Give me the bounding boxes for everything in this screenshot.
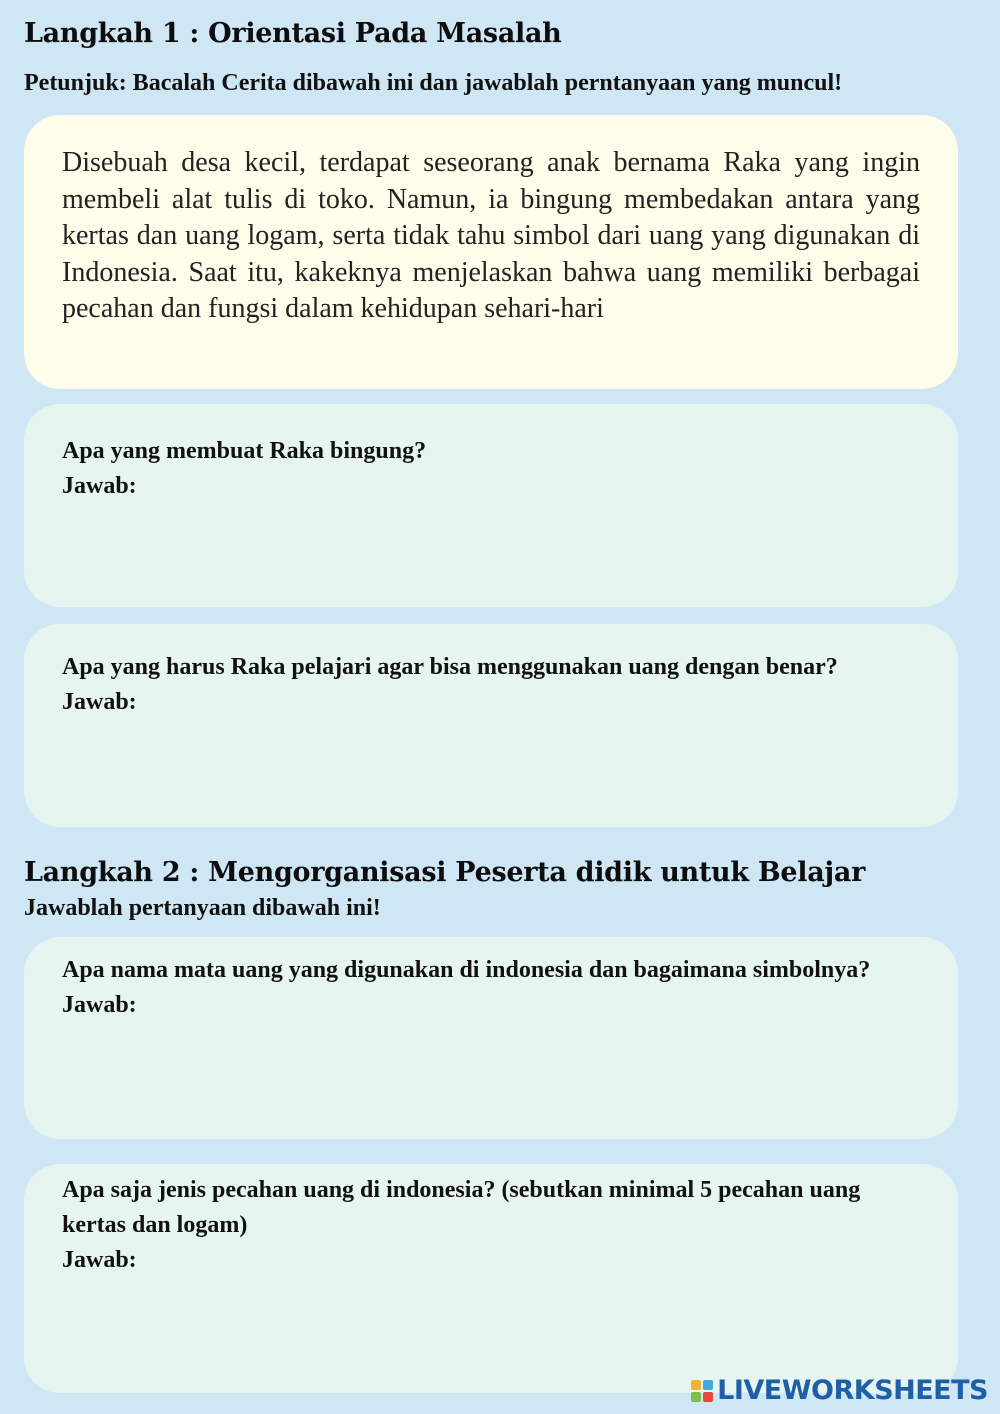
answer-label: Jawab:	[62, 1247, 137, 1273]
step1-title: Langkah 1 : Orientasi Pada Masalah	[24, 18, 562, 49]
question-card	[24, 937, 958, 1139]
step1-instruction: Petunjuk: Bacalah Cerita dibawah ini dan jawablah perntanyaan yang muncul!	[24, 70, 843, 96]
logo-square	[691, 1392, 701, 1402]
question-text: Apa yang harus Raka pelajari agar bisa menggunakan uang dengan benar?	[62, 654, 838, 680]
step2-title: Langkah 2 : Mengorganisasi Peserta didik untuk Belajar	[24, 857, 866, 888]
answer-label: Jawab:	[62, 992, 137, 1018]
question-text: Apa saja jenis pecahan uang di indonesia? (sebutkan minimal 5 pecahan uang kertas dan logam)	[62, 1177, 861, 1238]
story-card	[24, 115, 958, 389]
liveworksheets-brand	[691, 1375, 988, 1406]
logo-square	[703, 1392, 713, 1402]
answer-label: Jawab:	[62, 689, 137, 715]
brand-name: LIVEWORKSHEETS	[717, 1375, 988, 1406]
question-text: Apa yang membuat Raka bingung?	[62, 438, 427, 464]
step2-instruction: Jawablah pertanyaan dibawah ini!	[24, 895, 381, 921]
logo-square	[691, 1380, 701, 1390]
question-card	[24, 404, 958, 607]
question-card	[24, 624, 958, 827]
liveworksheets-logo-icon	[691, 1380, 713, 1402]
question-card	[24, 1164, 958, 1393]
story-text: Disebuah desa kecil, terdapat seseorang anak bernama Raka yang ingin membeli alat tulis di toko. Namun, ia bingung membedakan antara yang kertas dan uang logam, serta tidak tahu simbol dari uang yang digunakan di Indonesia. Saat itu, kakeknya menjelaskan bahwa uang memiliki berbagai pecahan dan fungsi dalam kehidupan sehari-hari	[62, 147, 920, 324]
answer-label: Jawab:	[62, 473, 137, 499]
question-text: Apa nama mata uang yang digunakan di indonesia dan bagaimana simbolnya?	[62, 957, 871, 983]
logo-square	[703, 1380, 713, 1390]
